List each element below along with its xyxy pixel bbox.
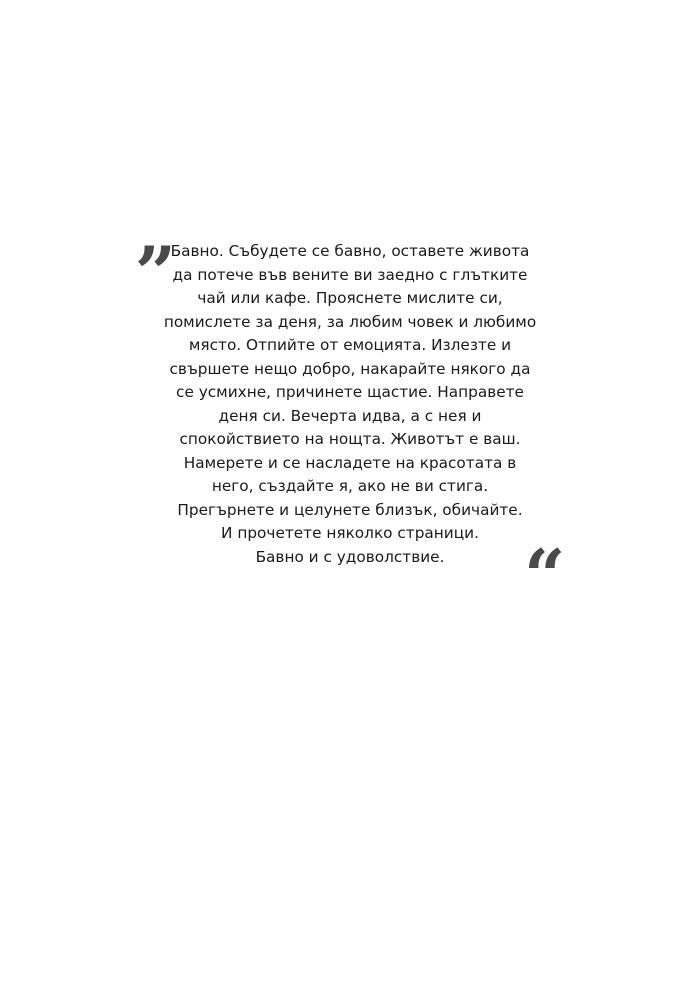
quote-line: Намерете и се насладете на красотата в — [183, 453, 517, 472]
quote-line: него, създайте я, ако не ви стига. — [211, 477, 489, 495]
quote-line: Прегърнете и целунете близък, обичайте. — [177, 500, 523, 519]
quote-line: Бавно. Събудете се бавно, оставете живота — [170, 242, 530, 260]
quote-text — [130, 240, 570, 569]
quote-line: помислете за деня, за любим човек и любимо — [163, 312, 537, 331]
quote-line: Бавно и с удоволствие. — [255, 547, 445, 566]
quote-line: деня си. Вечерта идва, а с нея и — [218, 406, 482, 425]
quote-line: спокойствието на нощта. Животът е ваш. — [179, 430, 521, 448]
quote-line: място. Отпийте от емоцията. Излезте и — [188, 336, 512, 354]
closing-quote-mark: “ — [524, 533, 566, 618]
quote-line: И прочетете няколко страници. — [221, 524, 479, 542]
opening-quote-mark: „ — [136, 189, 178, 274]
quote-line: се усмихне, причинете щастие. Направете — [176, 383, 524, 401]
quote-line: свършете нещо добро, накарайте някого да — [169, 359, 531, 378]
quote-line: да потече във вените ви заедно с глътките — [172, 265, 528, 284]
quote-line: чай или кафе. Прояснете мислите си, — [197, 289, 503, 307]
